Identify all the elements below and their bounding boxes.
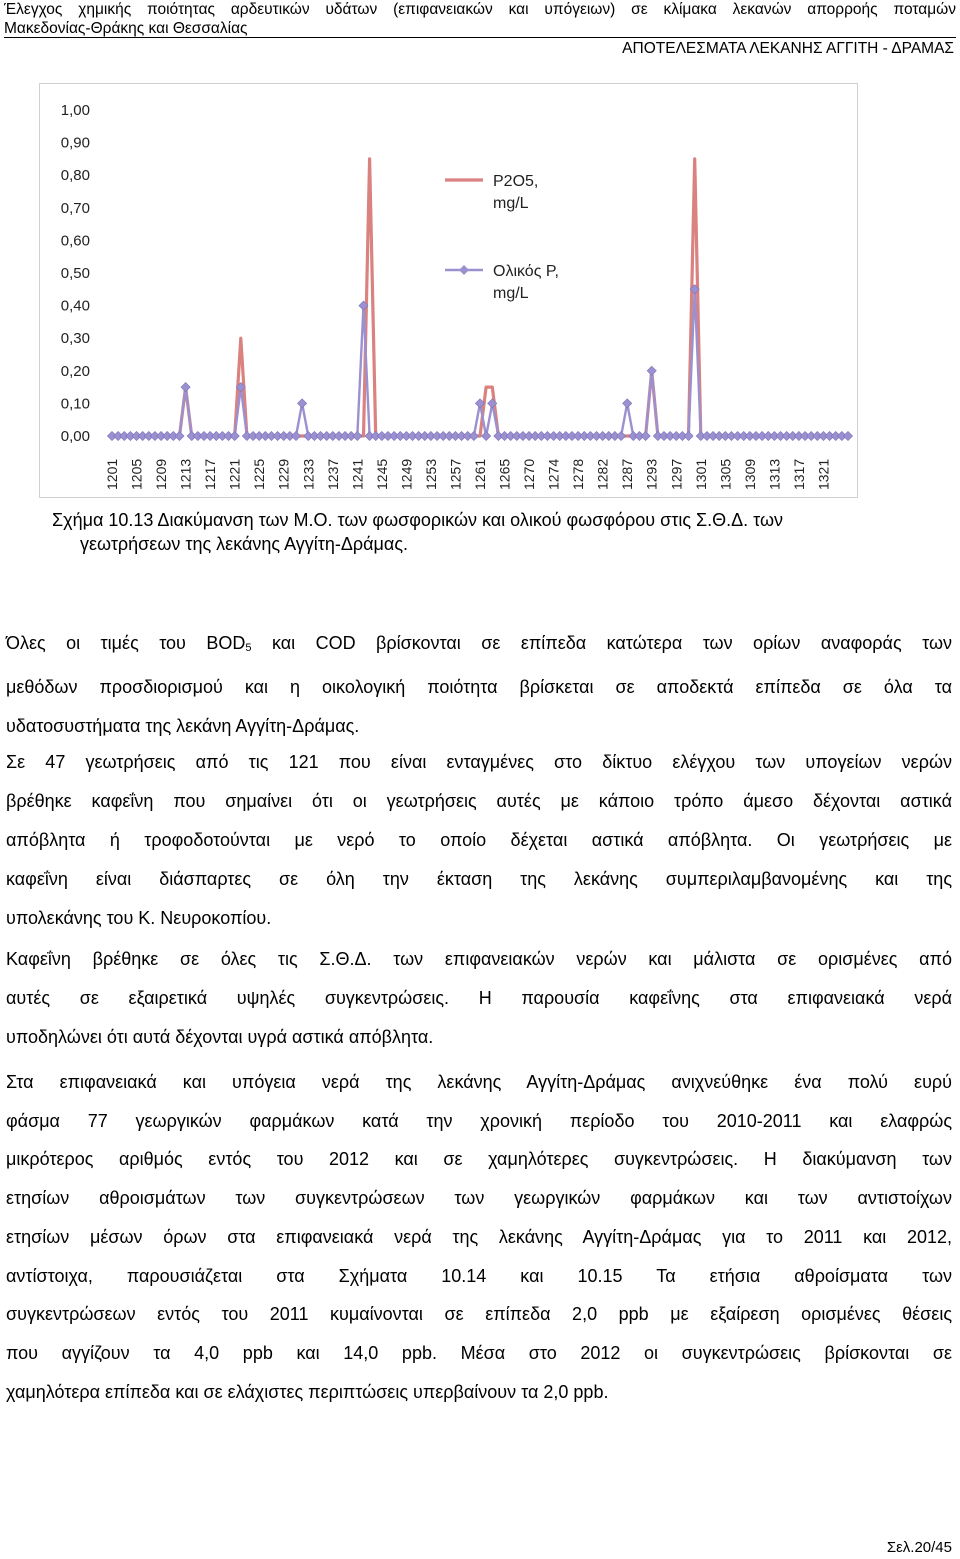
caption-line2: γεωτρήσεων της λεκάνης Αγγίτη-Δράμας. bbox=[80, 534, 408, 554]
x-tick-label: 1297 bbox=[668, 458, 685, 490]
x-tick-label: 1261 bbox=[472, 458, 488, 490]
y-tick-label: 0,80 bbox=[60, 167, 90, 185]
x-tick-label: 1265 bbox=[496, 458, 513, 490]
header-title-line1: Έλεγχος χημικής ποιότητας αρδευτικών υδάτων (επιφανειακών και υπόγειων) σε κλίμακα λεκανών απορροής ποταμών bbox=[4, 1, 956, 18]
x-tick-label: 1221 bbox=[226, 458, 243, 490]
x-tick-label: 1313 bbox=[766, 458, 783, 490]
page-number: Σελ.20/45 bbox=[886, 1539, 952, 1556]
paragraph-bod-cod bbox=[6, 624, 952, 746]
running-header bbox=[4, 0, 956, 38]
figure-caption bbox=[52, 508, 952, 556]
paragraph-line: συγκεντρώσεων εντός του 2011 κυμαίνονται σε επίπεδα 2,0 ppb με εξαίρεση ορισμένες θέσεις bbox=[6, 1304, 952, 1325]
paragraph-line bbox=[6, 624, 952, 668]
series-line bbox=[112, 289, 848, 436]
x-tick-label: 1301 bbox=[692, 458, 709, 490]
paragraph-line: Στα επιφανειακά και υπόγεια νερά της λεκάνης Αγγίτη-Δράμας ανιχνεύθηκε ένα πολύ ευρύ bbox=[6, 1072, 952, 1092]
x-tick-label: 1257 bbox=[447, 458, 464, 490]
paragraph-line: υπολεκάνης του Κ. Νευροκοπίου. bbox=[6, 908, 272, 928]
text-run: και COD βρίσκονται σε επίπεδα κατώτερα των ορίων αναφοράς των bbox=[251, 633, 952, 653]
paragraph-line: φάσμα 77 γεωργικών φαρμάκων κατά την χρονική περίοδο του 2010-2011 και ελαφρώς bbox=[6, 1110, 952, 1131]
x-tick-label: 1245 bbox=[373, 458, 390, 490]
paragraph-line: που αγγίζουν τα 4,0 ppb και 14,0 ppb. Μέσα στο 2012 οι συγκεντρώσεις βρίσκονται σε bbox=[6, 1342, 952, 1363]
data-point bbox=[175, 431, 184, 440]
data-point bbox=[353, 431, 362, 440]
subscript: 5 bbox=[245, 642, 252, 654]
legend-label: mg/L bbox=[493, 195, 529, 212]
x-tick-label: 1209 bbox=[153, 458, 170, 490]
chart-svg bbox=[40, 84, 857, 497]
data-point bbox=[623, 399, 632, 408]
data-point bbox=[843, 431, 852, 440]
x-tick-label: 1249 bbox=[398, 458, 415, 490]
text-run: Όλες οι τιμές του BOD bbox=[6, 633, 246, 653]
data-point bbox=[684, 431, 693, 440]
x-tick-label: 1217 bbox=[202, 458, 219, 490]
x-tick-label: 1213 bbox=[177, 458, 194, 490]
x-tick-label: 1293 bbox=[643, 458, 660, 490]
data-point bbox=[469, 431, 478, 440]
y-tick-label: 0,30 bbox=[60, 330, 90, 348]
legend-marker bbox=[459, 265, 469, 275]
y-tick-label: 0,00 bbox=[60, 428, 90, 445]
x-tick-label: 1287 bbox=[619, 458, 636, 490]
paragraph-pesticides bbox=[6, 1063, 952, 1411]
y-tick-label: 0,60 bbox=[60, 232, 90, 250]
paragraph-line: υποδηλώνει ότι αυτά δέχονται υγρά αστικά απόβλητα. bbox=[6, 1027, 434, 1047]
data-point bbox=[482, 431, 491, 440]
x-tick-label: 1282 bbox=[594, 458, 611, 490]
paragraph-caffeine-groundwater bbox=[6, 743, 952, 938]
x-tick-label: 1317 bbox=[790, 458, 807, 490]
legend-label: P2O5, bbox=[493, 173, 539, 190]
paragraph-line: καφεΐνη είναι διάσπαρτες σε όλη την έκταση της λεκάνης συμπεριλαμβανομένης και της bbox=[6, 869, 952, 889]
x-tick-label: 1278 bbox=[570, 458, 587, 490]
header-title-line2: Μακεδονίας-Θράκης και Θεσσαλίας bbox=[4, 20, 248, 37]
paragraph-line: αντίστοιχα, παρουσιάζεται στα Σχήματα 10.14 και 10.15 Τα ετήσια αθροίσματα των bbox=[6, 1265, 952, 1286]
x-tick-label: 1274 bbox=[545, 458, 562, 490]
phosphorus-chart bbox=[39, 83, 858, 498]
y-tick-label: 0,40 bbox=[60, 297, 90, 315]
x-tick-label: 1237 bbox=[324, 458, 341, 490]
data-point bbox=[291, 431, 300, 440]
x-tick-label: 1241 bbox=[349, 458, 366, 490]
x-tick-label: 1205 bbox=[128, 458, 145, 490]
paragraph-line: βρέθηκε καφεΐνη που σημαίνει ότι οι γεωτρήσεις αυτές με κάποιο τρόπο άμεσο δέχονται αστικά bbox=[6, 791, 952, 811]
paragraph-caffeine-surface bbox=[6, 940, 952, 1057]
paragraph-line: απόβλητα ή τροφοδοτούνται με νερό το οποίο δέχεται αστικά απόβλητα. Οι γεωτρήσεις με bbox=[6, 830, 952, 850]
data-point bbox=[230, 431, 239, 440]
y-tick-label: 0,90 bbox=[60, 134, 90, 152]
paragraph-line: ετησίων μέσων όρων στα επιφανειακά νερά της λεκάνης Αγγίτη-Δράμας για το 2011 και 2012, bbox=[6, 1226, 952, 1247]
data-point bbox=[298, 399, 307, 408]
y-tick-label: 0,50 bbox=[60, 265, 90, 282]
paragraph-line: Καφεΐνη βρέθηκε σε όλες τις Σ.Θ.Δ. των επιφανειακών νερών και μάλιστα σε ορισμένες από bbox=[6, 949, 952, 969]
y-tick-label: 1,00 bbox=[60, 102, 90, 119]
paragraph-line: μικρότερος αριθμός εντός του 2012 και σε χαμηλότερες συγκεντρώσεις. Η διακύμανση των bbox=[6, 1149, 952, 1170]
x-tick-label: 1225 bbox=[251, 458, 268, 490]
paragraph-line: υδατοσυστήματα της λεκάνη Αγγίτη-Δράμας. bbox=[6, 716, 360, 736]
legend-label: mg/L bbox=[493, 285, 529, 302]
x-tick-label: 1270 bbox=[521, 458, 538, 490]
x-tick-label: 1229 bbox=[275, 458, 292, 490]
legend-label: Ολικός Ρ, bbox=[493, 263, 559, 280]
paragraph-line: ετησίων αθροισμάτων των συγκεντρώσεων των γεωργικών φαρμάκων και των αντιστοίχων bbox=[6, 1188, 952, 1209]
y-tick-label: 0,20 bbox=[60, 362, 90, 380]
series-line bbox=[112, 159, 848, 436]
paragraph-line: αυτές σε εξαιρετικά υψηλές συγκεντρώσεις. Η παρουσία καφεΐνης στα επιφανειακά νερά bbox=[6, 988, 952, 1008]
x-tick-label: 1233 bbox=[300, 458, 317, 490]
data-point bbox=[647, 366, 656, 375]
x-tick-label: 1201 bbox=[104, 458, 120, 490]
data-point bbox=[641, 431, 650, 440]
x-tick-label: 1305 bbox=[717, 458, 734, 490]
y-tick-label: 0,70 bbox=[60, 199, 90, 217]
caption-line1: Σχήμα 10.13 Διακύμανση των Μ.Ο. των φωσφορικών και ολικού φωσφόρου στις Σ.Θ.Δ. των bbox=[52, 510, 784, 530]
paragraph-line: μεθόδων προσδιορισμού και η οικολογική ποιότητα βρίσκεται σε αποδεκτά επίπεδα σε όλα τα bbox=[6, 677, 952, 697]
data-point bbox=[181, 383, 190, 392]
y-tick-label: 0,10 bbox=[60, 395, 90, 413]
x-tick-label: 1321 bbox=[815, 458, 832, 490]
paragraph-line: χαμηλότερα επίπεδα και σε ελάχιστες περιπτώσεις υπερβαίνουν τα 2,0 ppb. bbox=[6, 1381, 609, 1402]
paragraph-line: Σε 47 γεωτρήσεις από τις 121 που είναι ενταγμένες στο δίκτυο ελέγχου των υπογείων νερών bbox=[6, 752, 952, 772]
data-point bbox=[616, 431, 625, 440]
x-tick-label: 1253 bbox=[422, 458, 439, 490]
x-tick-label: 1309 bbox=[741, 458, 758, 490]
section-title: ΑΠΟΤΕΛΕΣΜΑΤΑ ΛΕΚΑΝΗΣ ΑΓΓΙΤΗ - ΔΡΑΜΑΣ bbox=[622, 40, 954, 57]
header-rule bbox=[4, 37, 956, 38]
